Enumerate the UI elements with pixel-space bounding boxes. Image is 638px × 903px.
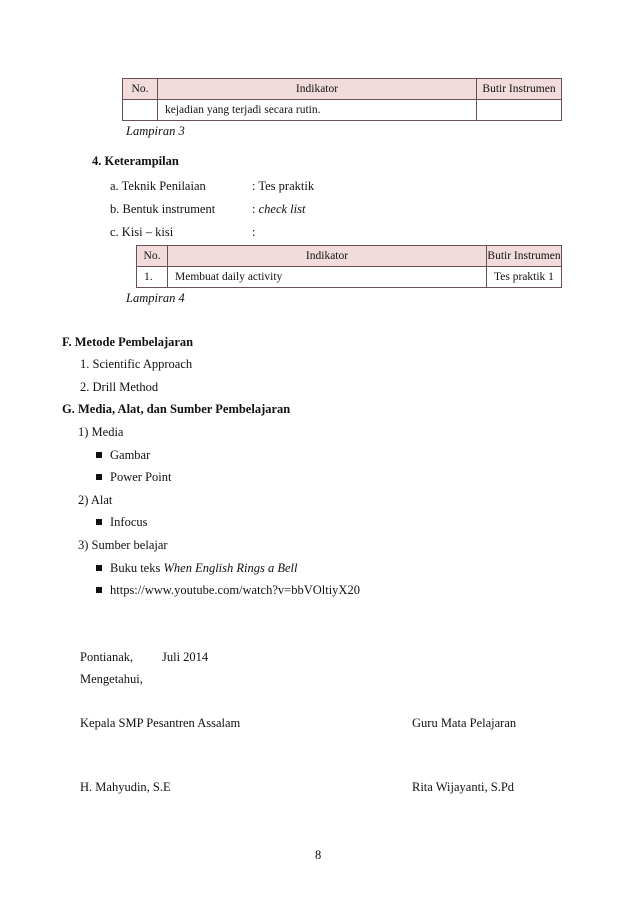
section-g-title: G. Media, Alat, dan Sumber Pembelajaran bbox=[62, 402, 291, 416]
indicator-table-1 bbox=[122, 78, 562, 121]
sumber-item-1-title: When English Rings a Bell bbox=[163, 561, 298, 575]
right-signatory-name: Rita Wijayanti, S.Pd bbox=[412, 780, 515, 794]
alat-heading: 2) Alat bbox=[78, 493, 113, 507]
left-signatory-role: Kepala SMP Pesantren Assalam bbox=[80, 716, 241, 730]
square-bullet-icon bbox=[96, 474, 102, 480]
sumber-heading: 3) Sumber belajar bbox=[78, 538, 168, 552]
square-bullet-icon bbox=[96, 565, 102, 571]
page-number: 8 bbox=[315, 848, 322, 862]
col-header-no: No. bbox=[123, 79, 158, 100]
col-header-butir: Butir Instrumen bbox=[487, 246, 562, 267]
media-item-powerpoint: Power Point bbox=[110, 470, 172, 484]
square-bullet-icon bbox=[96, 519, 102, 525]
cell-butir bbox=[477, 100, 562, 121]
square-bullet-icon bbox=[96, 452, 102, 458]
table-header-row bbox=[123, 79, 562, 100]
method-item-1: 1. Scientific Approach bbox=[80, 357, 193, 371]
signature-date: Juli 2014 bbox=[162, 650, 209, 664]
bentuk-value-text: : check list bbox=[252, 202, 306, 216]
cell-butir: Tes praktik 1 bbox=[487, 267, 562, 288]
left-signatory-name: H. Mahyudin, S.E bbox=[80, 780, 171, 794]
list-item bbox=[96, 561, 298, 576]
col-header-butir: Butir Instrumen bbox=[477, 79, 562, 100]
square-bullet-icon bbox=[96, 587, 102, 593]
alat-item-infocus: Infocus bbox=[110, 515, 148, 529]
item-teknik-label: a. Teknik Penilaian bbox=[110, 179, 206, 193]
list-item bbox=[96, 448, 150, 463]
media-item-gambar: Gambar bbox=[110, 448, 151, 462]
lampiran-4-label: Lampiran 4 bbox=[126, 291, 185, 305]
cell-indikator: Membuat daily activity bbox=[168, 267, 487, 288]
table-header-row bbox=[137, 246, 562, 267]
col-header-indikator: Indikator bbox=[158, 79, 477, 100]
item-bentuk-label: b. Bentuk instrument bbox=[110, 202, 216, 216]
lampiran-3-label: Lampiran 3 bbox=[126, 124, 185, 138]
item-kisi-label: c. Kisi – kisi bbox=[110, 225, 174, 239]
col-header-no: No. bbox=[137, 246, 168, 267]
keterampilan-title: 4. Keterampilan bbox=[92, 154, 179, 168]
right-signatory-role: Guru Mata Pelajaran bbox=[412, 716, 517, 730]
indicator-table-2 bbox=[136, 245, 562, 288]
table-row bbox=[137, 267, 562, 288]
cell-indikator: kejadian yang terjadi secara rutin. bbox=[158, 100, 477, 121]
signature-place: Pontianak, bbox=[80, 650, 134, 664]
item-teknik-value: : Tes praktik bbox=[252, 179, 315, 193]
list-item bbox=[96, 470, 171, 485]
section-f-title: F. Metode Pembelajaran bbox=[62, 335, 194, 349]
method-item-2: 2. Drill Method bbox=[80, 380, 159, 394]
sumber-item-1-prefix: Buku teks bbox=[110, 561, 164, 575]
list-item bbox=[96, 515, 148, 530]
table-row bbox=[123, 100, 562, 121]
item-kisi-value: : bbox=[252, 225, 256, 239]
item-bentuk-value bbox=[252, 202, 305, 217]
cell-no bbox=[123, 100, 158, 121]
cell-no: 1. bbox=[137, 267, 168, 288]
mengetahui-label: Mengetahui, bbox=[80, 672, 143, 686]
media-heading: 1) Media bbox=[78, 425, 124, 439]
sumber-item-2-url[interactable]: https://www.youtube.com/watch?v=bbVOltiyX20 bbox=[110, 583, 360, 597]
col-header-indikator: Indikator bbox=[168, 246, 487, 267]
list-item bbox=[96, 583, 360, 598]
